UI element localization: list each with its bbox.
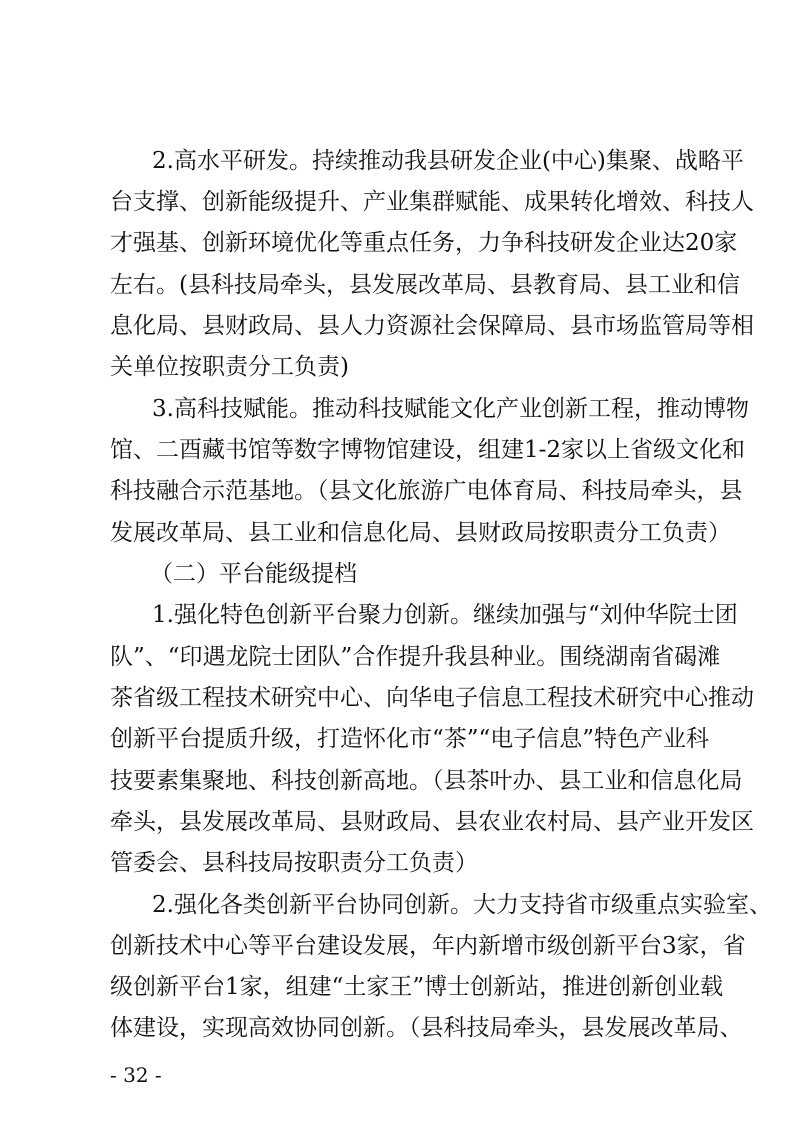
paragraph-line: 管委会、县科技局按职责分工负责） [110,850,478,876]
paragraph-line: 技要素集聚地、科技创新高地。（县茶叶办、县工业和信息化局 [110,768,743,794]
paragraph-line: 左右。(县科技局牵头，县发展改革局、县教育局、县工业和信 [110,272,740,298]
paragraph-line: 科技融合示范基地。（县文化旅游广电体育局、科技局牵头，县 [110,478,743,504]
paragraph-line: 才强基、创新环境优化等重点任务，力争科技研发企业达20家 [110,230,738,256]
paragraph-line: 馆、二酉藏书馆等数字博物馆建设，组建1-2家以上省级文化和 [110,437,746,463]
page-number: - 32 - [110,1063,162,1087]
paragraph-line: 创新技术中心等平台建设发展，年内新增市级创新平台3家，省 [110,933,746,959]
section-heading: （二）平台能级提档 [150,561,357,587]
paragraph-line: 体建设，实现高效协同创新。（县科技局牵头，县发展改革局、 [110,1015,743,1041]
paragraph-line: 2.强化各类创新平台协同创新。大力支持省市级重点实验室、 [152,892,772,918]
paragraph-line: 队”、“印遇龙院士团队”合作提升我县种业。围绕湖南省碣滩 [110,644,721,670]
paragraph-line: 3.高科技赋能。推动科技赋能文化产业创新工程，推动博物 [152,396,749,422]
paragraph-line: 创新平台提质升级，打造怀化市“茶”“电子信息”特色产业科 [110,726,710,752]
paragraph-line: 牵头，县发展改革局、县财政局、县农业农村局、县产业开发区 [110,809,754,835]
paragraph-line: 级创新平台1家，组建“土家王”博士创新站，推进创新创业载 [110,974,724,1000]
paragraph-line: 茶省级工程技术研究中心、向华电子信息工程技术研究中心推动 [110,685,754,711]
paragraph-line: 1.强化特色创新平台聚力创新。继续加强与“刘仲华院士团 [152,602,738,628]
paragraph-line: 发展改革局、县工业和信息化局、县财政局按职责分工负责） [110,520,731,546]
paragraph-line: 息化局、县财政局、县人力资源社会保障局、县市场监管局等相 [110,313,754,339]
paragraph-line: 台支撑、创新能级提升、产业集群赋能、成果转化增效、科技人 [110,189,754,215]
paragraph-line: 关单位按职责分工负责) [110,354,349,380]
paragraph-line: 2.高水平研发。持续推动我县研发企业(中心)集聚、战略平 [152,148,744,174]
